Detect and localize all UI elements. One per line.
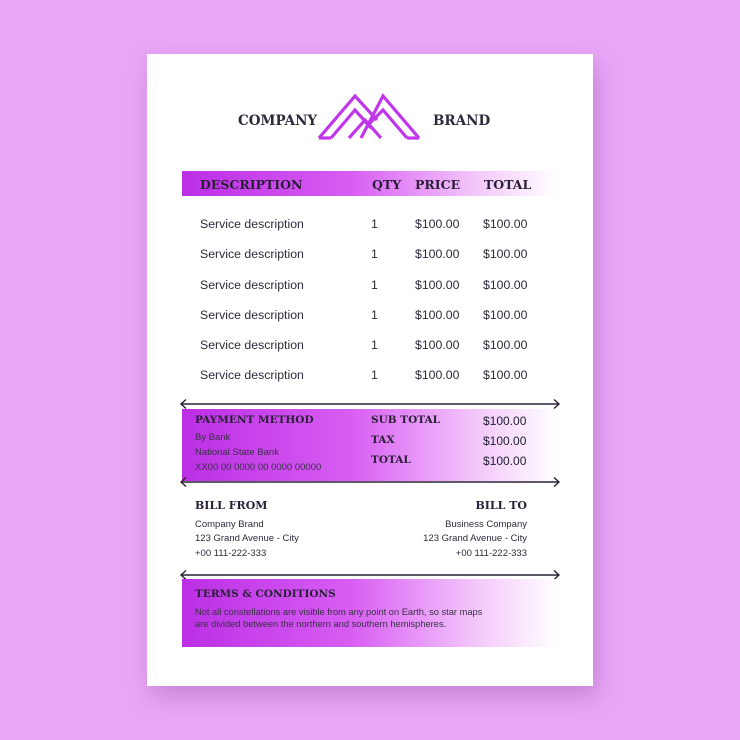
bill-from-title: BILL FROM [195, 499, 268, 512]
line-items [147, 209, 593, 391]
payment-title: PAYMENT METHOD [195, 414, 314, 426]
header-total: TOTAL [484, 177, 532, 192]
row-qty: 1 [371, 307, 378, 322]
brand-logo-icon [315, 92, 423, 142]
brand-right-text: BRAND [433, 113, 491, 129]
row-qty: 1 [371, 217, 378, 231]
terms-band [182, 579, 557, 647]
header-description: DESCRIPTION [200, 177, 303, 192]
tax-value: $100.00 [483, 434, 527, 448]
bill-from [195, 499, 299, 561]
bill-from-name: Company Brand [195, 518, 264, 530]
bill-to-phone: +00 111-222-333 [455, 547, 527, 559]
row-qty: 1 [371, 338, 378, 353]
row-price: $100.00 [415, 307, 460, 322]
row-price: $100.00 [415, 217, 460, 231]
table-header [182, 171, 557, 196]
row-total: $100.00 [483, 247, 528, 262]
table-row [147, 239, 593, 269]
terms-title: TERMS & CONDITIONS [195, 588, 336, 600]
row-total: $100.00 [483, 368, 528, 383]
row-qty: 1 [371, 368, 378, 383]
bill-to-address: 123 Grand Avenue - City [423, 533, 527, 544]
row-qty: 1 [371, 277, 378, 292]
divider-arrow-line [179, 477, 561, 487]
row-price: $100.00 [415, 247, 460, 262]
row-description: Service description [200, 307, 304, 322]
bill-from-phone: +00 111-222-333 [195, 547, 267, 559]
row-description: Service description [200, 247, 304, 262]
table-row [147, 209, 593, 239]
payment-account: XX00 00 0000 00 0000 00000 [195, 462, 322, 473]
header-qty: QTY [372, 177, 402, 192]
row-total: $100.00 [483, 277, 528, 292]
invoice-sheet [147, 54, 593, 686]
header-price: PRICE [415, 177, 461, 192]
table-row [147, 360, 593, 390]
row-price: $100.00 [415, 368, 460, 383]
subtotal-value: $100.00 [483, 414, 527, 428]
double-arrow-icon [179, 477, 561, 487]
payment-bank: National State Bank [195, 447, 279, 458]
table-row [147, 270, 593, 300]
brand-left-text: COMPANY [238, 113, 318, 129]
payment-method: By Bank [195, 432, 231, 443]
terms-line-2: are divided between the northern and southern hemispheres. [195, 619, 447, 629]
row-price: $100.00 [415, 338, 460, 353]
divider-arrow-line [179, 399, 561, 409]
row-description: Service description [200, 368, 304, 383]
row-description: Service description [200, 217, 304, 231]
table-row [147, 300, 593, 330]
bill-to-title: BILL TO [475, 499, 527, 512]
double-arrow-icon [179, 399, 561, 409]
bill-to [423, 499, 527, 561]
payment-summary-band [182, 409, 557, 481]
row-qty: 1 [371, 247, 378, 262]
row-total: $100.00 [483, 338, 528, 353]
tax-label: TAX [371, 434, 395, 446]
bill-to-name: Business Company [445, 518, 527, 530]
total-label: TOTAL [371, 454, 411, 466]
terms-line-1: Not all constellations are visible from any point on Earth, so star maps [195, 607, 483, 617]
brand-header [147, 92, 593, 152]
subtotal-label: SUB TOTAL [371, 414, 440, 426]
row-description: Service description [200, 338, 304, 353]
row-total: $100.00 [483, 307, 528, 322]
table-row [147, 330, 593, 360]
bill-from-address: 123 Grand Avenue - City [195, 533, 299, 544]
row-total: $100.00 [483, 217, 528, 231]
row-description: Service description [200, 277, 304, 292]
total-value: $100.00 [483, 454, 527, 468]
row-price: $100.00 [415, 277, 460, 292]
